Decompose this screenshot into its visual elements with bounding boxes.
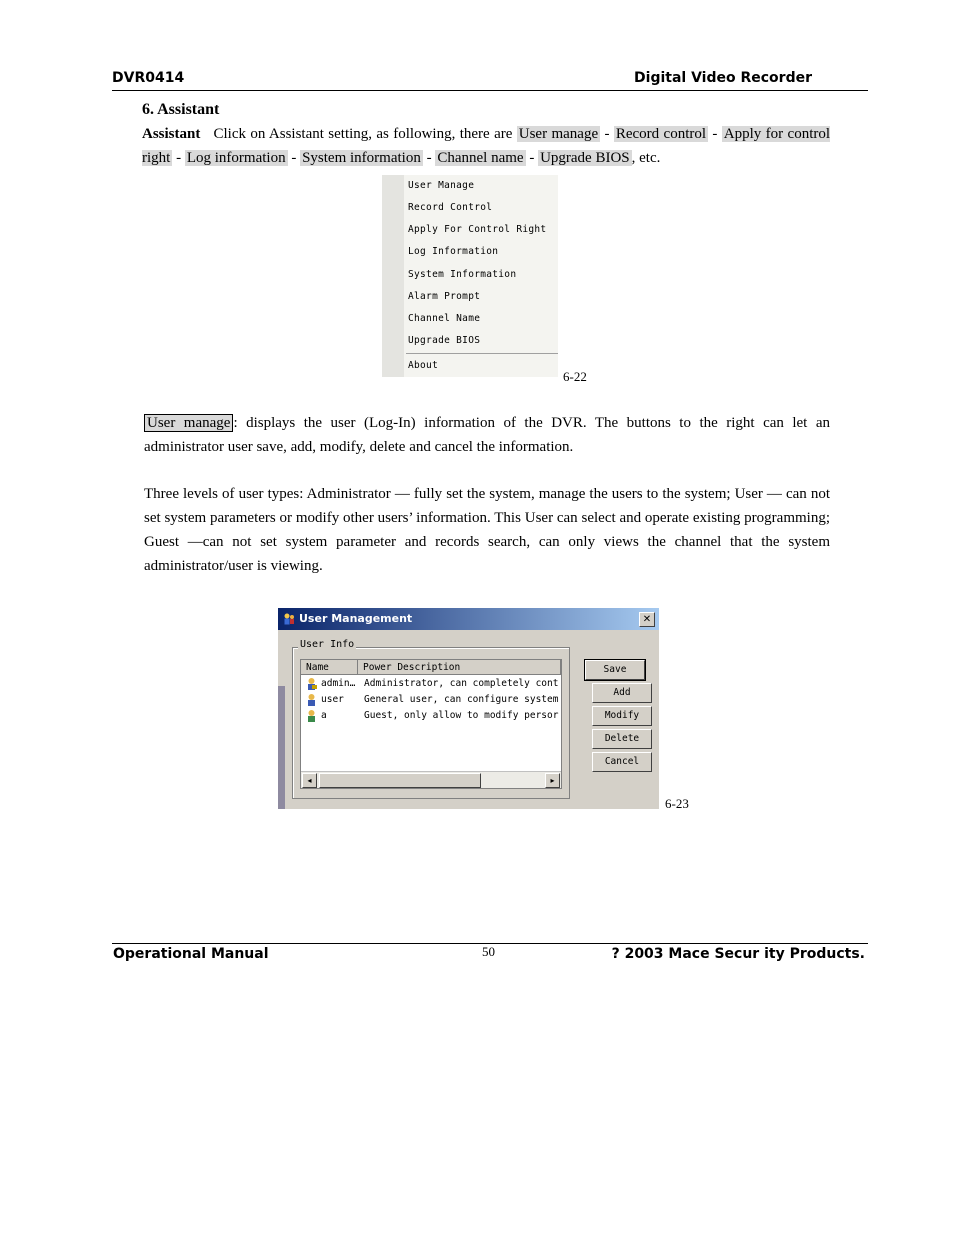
assistant-menu [382, 175, 558, 377]
intro-lead: Assistant [142, 126, 201, 142]
table-row[interactable] [301, 692, 561, 708]
menu-item-apply-control-right[interactable]: Apply For Control Right [408, 224, 547, 235]
scroll-thumb[interactable] [319, 773, 481, 788]
intro-item-system-info: System information [302, 150, 421, 166]
intro-item-channel-name: Channel name [437, 150, 524, 166]
header-doc-id: DVR0414 [112, 70, 185, 86]
delete-button[interactable]: Delete [592, 729, 652, 749]
header-rule [112, 90, 868, 91]
add-button[interactable]: Add [592, 683, 652, 703]
modify-button[interactable]: Modify [592, 706, 652, 726]
admin-user-icon [305, 677, 318, 690]
user-name: admin… [321, 678, 356, 689]
menu-item-log-information[interactable]: Log Information [408, 246, 499, 257]
menu-icon-strip [382, 175, 404, 377]
scroll-right-icon[interactable]: ▸ [545, 773, 560, 788]
menu-item-record-control[interactable]: Record Control [408, 202, 493, 213]
intro-item-user-manage: User manage [518, 126, 599, 142]
table-row[interactable] [301, 708, 561, 724]
horizontal-scrollbar[interactable] [301, 771, 561, 788]
user-manage-text: : displays the user (Log-In) information of the DVR. The buttons to the right can let an administrator user save, add, modify, delete and cancel the information. [144, 415, 830, 455]
intro-tail: , etc. [631, 150, 661, 166]
menu-item-system-information[interactable]: System Information [408, 269, 517, 280]
intro-text: Click on Assistant setting, as following, there are [213, 126, 513, 142]
scroll-left-icon[interactable]: ◂ [302, 773, 317, 788]
users-app-icon [282, 612, 296, 626]
menu-separator [406, 353, 558, 354]
menu-item-about[interactable]: About [408, 360, 439, 371]
user-name: user [321, 694, 344, 705]
guest-user-icon [305, 709, 318, 722]
user-manage-term: User manage [144, 414, 233, 432]
user-info-label: User Info [300, 639, 355, 650]
menu-item-alarm-prompt[interactable]: Alarm Prompt [408, 291, 481, 302]
intro-item-log-info: Log information [186, 150, 286, 166]
section-title: 6. Assistant [142, 101, 220, 118]
user-levels-paragraph: Three levels of user types: Administrator — fully set the system, manage the users to the system; User — can not set system parameters or modify other users’ information. This User can select and operate existing programming; Guest —can not set system parameter and records search, can only views the channel that the system administrator/user is viewing. [144, 486, 830, 574]
dialog-left-edge [278, 686, 285, 809]
figure-caption-6-23: 6-23 [665, 796, 689, 811]
intro-item-upgrade-bios: Upgrade BIOS [540, 150, 630, 166]
table-row[interactable] [301, 676, 561, 692]
footer-manual-title: Operational Manual [113, 946, 269, 962]
user-list[interactable] [300, 659, 562, 789]
user-description: Administrator, can completely cont [364, 678, 559, 689]
intro-paragraph: Assistant Click on Assistant setting, as following, there are User manage - Record control - Apply for control right - Log information - System information - Channel name - Upgrade BIOS , etc. [142, 126, 831, 166]
column-header-power-description[interactable]: Power Description [358, 660, 561, 675]
figure-caption-6-22: 6-22 [563, 369, 587, 384]
dialog-titlebar [278, 608, 659, 630]
user-description: General user, can configure system [364, 694, 559, 705]
user-name: a [321, 710, 327, 721]
menu-item-upgrade-bios[interactable]: Upgrade BIOS [408, 335, 481, 346]
page-number: 50 [482, 944, 495, 959]
column-header-name[interactable]: Name [301, 660, 358, 675]
save-button[interactable]: Save [585, 660, 645, 680]
cancel-button[interactable]: Cancel [592, 752, 652, 772]
menu-item-user-manage[interactable]: User Manage [408, 180, 475, 191]
header-doc-title: Digital Video Recorder [634, 70, 812, 86]
user-icon [305, 693, 318, 706]
user-management-dialog [278, 608, 659, 809]
dialog-title: User Management [299, 612, 413, 625]
intro-item-record-control: Record control [615, 126, 707, 142]
user-manage-paragraph [144, 411, 830, 459]
menu-item-channel-name[interactable]: Channel Name [408, 313, 481, 324]
close-icon[interactable]: ✕ [639, 612, 655, 627]
intro-item-apply-control: Apply for control right [142, 126, 831, 166]
user-description: Guest, only allow to modify persor [364, 710, 559, 721]
footer-copyright: ? 2003 Mace Secur ity Products. [611, 946, 865, 962]
